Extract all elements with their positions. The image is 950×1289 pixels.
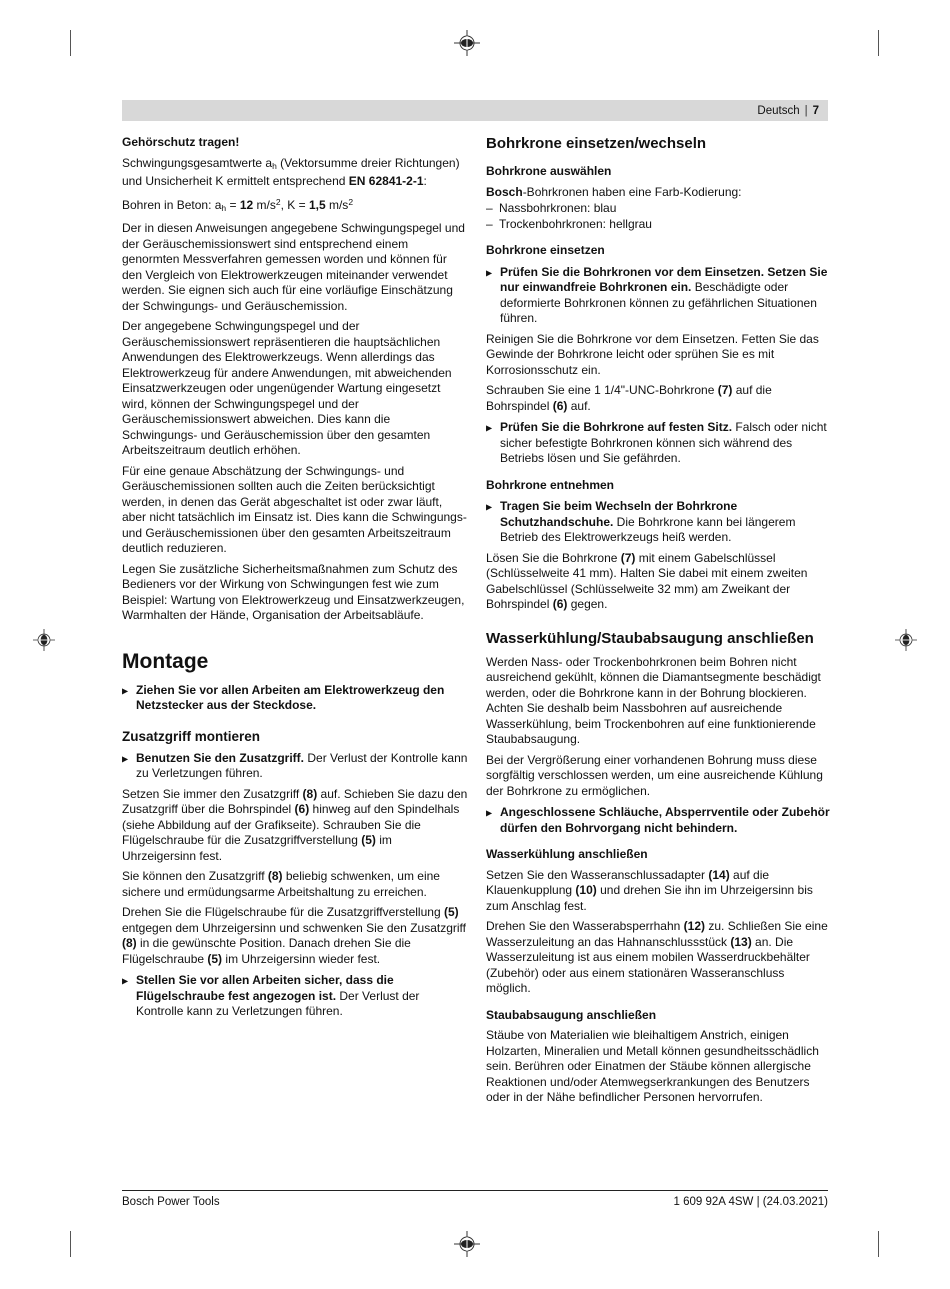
text-run: Bohrkrone einsetzen [486, 243, 605, 257]
bullet-item [486, 265, 830, 327]
text-run: Ziehen Sie vor allen Arbeiten am Elektrowerkzeug den Netzstecker aus der Steckdose. [136, 682, 445, 713]
column-left [122, 135, 468, 1020]
dash-list [486, 201, 830, 232]
text-run: Die Bohrkrone kann bei längerem Betrieb des Elektrowerkzeugs heiß werden. [500, 514, 796, 544]
text-run: Legen Sie zusätzliche Sicherheitsmaßnahmen zum Schutz des Bedieners vor der Wirkung von Schwingungen fest wie zum Beispiel: Wartung von Elektrowerkzeug und Einsatzwerkzeugen, Warmhalten der Hände, Organisation der Arbeitsabläufe. [122, 561, 465, 622]
bullet-item [122, 973, 468, 1020]
bullet-text [500, 805, 830, 836]
text-run: Wasserkühlung/Staubabsaugung anschließen [486, 629, 814, 647]
text-run: Zusatzgriff montieren [122, 728, 261, 744]
text-run: Prüfen Sie die Bohrkronen vor dem Einsetzen. Setzen Sie nur einwandfreie Bohrkronen ein. [500, 264, 828, 294]
bullet-item [122, 751, 468, 782]
heading-bohrkrone-einsetzen [486, 243, 830, 259]
text-run: (8) [267, 869, 283, 884]
registration-mark-icon [895, 629, 917, 651]
dash-marker: – [486, 201, 493, 215]
paragraph [486, 332, 830, 379]
crop-mark-icon [878, 30, 879, 56]
list-item-text [499, 201, 616, 217]
crop-mark-icon [70, 1231, 71, 1257]
text-run: Tragen Sie beim Wechseln der Bohrkrone Schutzhandschuhe. [500, 499, 738, 529]
header-separator: | [804, 104, 808, 117]
text-run: (14) [708, 867, 730, 882]
text-run: Wasserkühlung anschließen [486, 847, 648, 861]
paragraph [486, 551, 830, 613]
text-run: Der angegebene Schwingungspegel und der Geräuschemissionswert repräsentieren die hauptsächlichen Anwendungen des Elektrowerkzeugs. Wenn allerdings das Elektrowerkzeug für andere Anwendungen, mit abweichenden Einsatzwerkzeugen oder ungenügender Wartung eingesetzt wird, können der Schwingungspegel und der Geräuschemissionswert abweichen. Dies kann die Schwingungs- und Geräuschemission über den gesamten Arbeitszeitraum deutlich erhöhen. [122, 319, 452, 457]
text-run: Stellen Sie vor allen Arbeiten sicher, dass die Flügelschraube fest angezogen ist. [136, 973, 394, 1003]
paragraph [486, 919, 830, 997]
paragraph [486, 655, 830, 748]
text-run: (13) [730, 934, 752, 949]
text-run: Benutzen Sie den Zusatzgriff. [136, 750, 305, 765]
text-run: (10) [575, 883, 597, 897]
paragraph [122, 221, 468, 314]
text-run: entgegen dem Uhrzeigersinn und schwenken Sie den Zusatzgriff [122, 920, 466, 935]
text-run: Bohrkrone einsetzen/wechseln [486, 135, 707, 152]
heading-gehoerschutz-tragen [122, 135, 468, 151]
bullet-arrow-icon: ▶ [486, 423, 493, 433]
text-run: Prüfen Sie die Bohrkrone auf festen Sitz. [500, 420, 733, 434]
paragraph [122, 319, 468, 459]
footer-brand: Bosch Power Tools [122, 1196, 220, 1208]
header-page-number: 7 [812, 104, 819, 117]
text-run: h [272, 160, 277, 171]
text-run: (8) [122, 936, 137, 951]
bullet-text [500, 499, 830, 546]
text-run: Angeschlossene Schläuche, Absperrventile oder Zubehör dürfen den Bohrvorgang nicht behindern. [500, 805, 830, 835]
text-run: Setzen Sie den Wasseranschlussadapter [486, 867, 709, 882]
text-run: an. Die Wasserzuleitung ist aus einem mobilen Wasserdruckbehälter (Zubehör) oder aus einem stationären Wasseranschluss möglich. [486, 934, 810, 995]
paragraph [486, 185, 830, 201]
text-run: Der Verlust der Kontrolle kann zu Verletzungen führen. [136, 988, 420, 1019]
heading-bohrkrone-einsetzen-wechseln [486, 135, 830, 153]
text-run: 2 [348, 196, 354, 207]
heading-montage [122, 650, 468, 674]
list-item [486, 217, 830, 233]
registration-mark-icon [454, 30, 480, 56]
text-run: Stäube von Materialien wie bleihaltigem Anstrich, einigen Holzarten, Mineralien und Metall können gesundheitsschädlich sein. Berühren oder Einatmen der Stäube können allergische Reaktionen und/oder Atemwegserkrankungen des Benutzers oder in der Nähe befindlicher Personen hervorrufen. [486, 1028, 819, 1104]
bullet-text [136, 683, 468, 714]
text-run: = [226, 197, 240, 212]
text-run: (5) [207, 951, 223, 966]
list-item [486, 201, 830, 217]
text-run: Schrauben Sie eine 1 1/4"-UNC-Bohrkrone [486, 383, 718, 397]
footer-rule [122, 1190, 828, 1191]
text-run: hinweg auf den Spindelhals (siehe Abbildung auf der Grafikseite). Schrauben Sie die Flügelschraube für die Zusatzgriffverstellung [122, 802, 460, 848]
heading-wasserkuehlung-anschliessen [486, 847, 830, 863]
text-run: (7) [717, 383, 733, 397]
heading-staubabsaugung-anschliessen [486, 1008, 830, 1024]
bullet-item [486, 420, 830, 467]
text-run: (6) [294, 802, 310, 817]
text-run: gegen. [567, 597, 608, 611]
text-run: Staubabsaugung anschließen [486, 1007, 657, 1022]
text-run: in die gewünschte Position. Danach drehen Sie die Flügelschraube [122, 936, 411, 966]
bullet-arrow-icon: ▶ [486, 808, 493, 818]
bullet-item [122, 683, 468, 714]
text-run: auf. Schieben Sie dazu den Zusatzgriff über die Bohrspindel [122, 786, 468, 817]
text-run: (8) [302, 786, 318, 801]
bullet-item [486, 499, 830, 546]
text-run: : [423, 174, 427, 188]
footer-doc-number: 1 609 92A 4SW | (24.03.2021) [673, 1196, 828, 1208]
text-run: Drehen Sie die Flügelschraube für die Zusatzgriffverstellung [122, 905, 444, 920]
text-run: auf. [567, 398, 591, 413]
paragraph [486, 383, 830, 414]
paragraph [122, 787, 468, 865]
bullet-arrow-icon: ▶ [486, 268, 493, 277]
text-run: Reinigen Sie die Bohrkrone vor dem Einsetzen. Fetten Sie das Gewinde der Bohrkrone leicht oder sprühen Sie es mit Korrosionsschutz ein. [486, 331, 819, 377]
text-run: (6) [552, 398, 568, 413]
list-item-text [499, 217, 652, 233]
text-run: und drehen Sie ihn im Uhrzeigersinn bis zum Anschlag fest. [486, 883, 813, 913]
heading-wasserkuehlung-staubabsaugung [486, 630, 830, 648]
text-run: (5) [443, 905, 459, 920]
text-run: Setzen Sie immer den Zusatzgriff [122, 786, 303, 801]
text-run: Bohrkrone entnehmen [486, 477, 615, 492]
text-run: 1,5 [308, 197, 326, 212]
paragraph [486, 1028, 830, 1106]
text-run: Sie können den Zusatzgriff [122, 869, 268, 884]
page-header-bar [122, 100, 828, 121]
text-run: Der in diesen Anweisungen angegebene Schwingungspegel und der Geräuschemissionswert sind entsprechend einem genormten Messverfahren gemessen worden und können für den Vergleich von Elektrowerkzeugen miteinander verwendet werden. Sie eignen sich auch für eine vorläufige Einschätzung der Schwingungs- und Geräuschemission. [122, 221, 465, 313]
text-run: (6) [552, 597, 568, 611]
paragraph [122, 562, 468, 624]
text-run: im Uhrzeigersinn wieder fest. [222, 951, 381, 966]
text-run: m/s [325, 197, 349, 212]
crop-mark-icon [70, 30, 71, 56]
text-run: 2 [275, 196, 281, 207]
text-run: h [221, 202, 227, 213]
text-run: Bohrkrone auswählen [486, 164, 612, 178]
text-run: Drehen Sie den Wasserabsperrhahn [486, 919, 684, 933]
text-run: auf die Klauenkupplung [486, 867, 770, 897]
paragraph [486, 753, 830, 800]
bullet-text [500, 420, 830, 467]
text-run: Lösen Sie die Bohrkrone [486, 550, 621, 565]
text-run: , K = [280, 197, 309, 212]
text-run: Der Verlust der Kontrolle kann zu Verletzungen führen. [136, 750, 468, 781]
paragraph [486, 868, 830, 915]
text-run: Bosch [486, 184, 523, 199]
text-run: beliebig schwenken, um eine sichere und ermüdungsarme Arbeitshaltung zu erreichen. [122, 869, 440, 899]
paragraph [122, 464, 468, 557]
bullet-arrow-icon: ▶ [122, 686, 129, 696]
text-run: Beschädigte oder deformierte Bohrkronen können zu gefährlichen Situationen führen. [500, 280, 817, 325]
text-run: Gehörschutz tragen! [122, 135, 240, 149]
text-run: Werden Nass- oder Trockenbohrkronen beim Bohren nicht ausreichend gekühlt, können die Diamantsegmente beschädigt werden, oder die Bohrkrone kann in der Bohrung blockieren. Achten Sie deshalb beim Nassbohren auf ausreichende Wasserkühlung, beim Trockenbohren auf eine funktionierende Staubabsaugung. [486, 654, 821, 746]
heading-zusatzgriff-montieren [122, 729, 468, 745]
paragraph [122, 905, 468, 967]
bullet-arrow-icon: ▶ [122, 754, 129, 764]
paragraph [122, 195, 468, 217]
text-run: auf die Bohrspindel [486, 383, 772, 413]
heading-bohrkrone-entnehmen [486, 478, 830, 494]
page-footer [122, 1196, 828, 1208]
bullet-arrow-icon: ▶ [122, 976, 129, 986]
text-run: Trockenbohrkronen: hellgrau [499, 216, 652, 231]
text-run: EN 62841-2-1 [348, 174, 424, 188]
text-run: (Vektorsumme dreier Richtungen) und Unsicherheit K ermittelt entsprechend [122, 155, 460, 188]
text-run: (5) [361, 833, 376, 848]
registration-mark-icon [33, 629, 55, 651]
header-language: Deutsch [757, 104, 800, 117]
text-run: (12) [683, 919, 706, 933]
registration-mark-icon [454, 1231, 480, 1257]
bullet-text [136, 973, 468, 1020]
text-run: (7) [620, 550, 636, 565]
text-run: Falsch oder nicht sicher befestigte Bohrkronen können sich während des Betriebs lösen und Sie gefährden. [500, 420, 827, 465]
text-run: 12 [239, 197, 254, 212]
text-run: Bohren in Beton: a [122, 197, 222, 212]
paragraph [122, 156, 468, 190]
paragraph [122, 869, 468, 900]
text-run: -Bohrkronen haben eine Farb-Kodierung: [522, 184, 742, 199]
text-run: mit einem Gabelschlüssel (Schlüsselweite 41 mm). Halten Sie dabei mit einem zweiten Gabelschlüssel (Schlüsselweite 32 mm) am Zweikant der Bohrspindel [486, 550, 808, 611]
heading-bohrkrone-auswaehlen [486, 164, 830, 180]
text-run: Bei der Vergrößerung einer vorhandenen Bohrung muss diese sorgfältig verschlossen werden, um eine ausreichende Kühlung der Bohrkrone zu ermöglichen. [486, 752, 823, 798]
bullet-arrow-icon: ▶ [486, 502, 493, 512]
bullet-item [486, 805, 830, 836]
column-right [486, 135, 830, 1106]
text-run: Nassbohrkronen: blau [499, 201, 617, 215]
text-run: Montage [122, 649, 209, 673]
dash-marker: – [486, 216, 493, 231]
text-run: im Uhrzeigersinn fest. [122, 833, 392, 863]
text-run: zu. Schließen Sie eine Wasserzuleitung an das Hahnanschlussstück [486, 919, 828, 949]
text-run: Schwingungsgesamtwerte a [122, 155, 273, 170]
bullet-text [500, 265, 830, 327]
text-run: m/s [253, 197, 276, 212]
text-run: Für eine genaue Abschätzung der Schwingungs- und Geräuschemissionen sollten auch die Zeiten berücksichtigt werden, in denen das Gerät abgeschaltet ist oder zwar läuft, aber nicht tatsächlich im Einsatz ist. Dies kann die Schwingungs- und Geräuschemissionen über den gesamten Arbeitszeitraum deutlich reduzieren. [122, 463, 467, 555]
crop-mark-icon [878, 1231, 879, 1257]
bullet-text [136, 751, 468, 782]
